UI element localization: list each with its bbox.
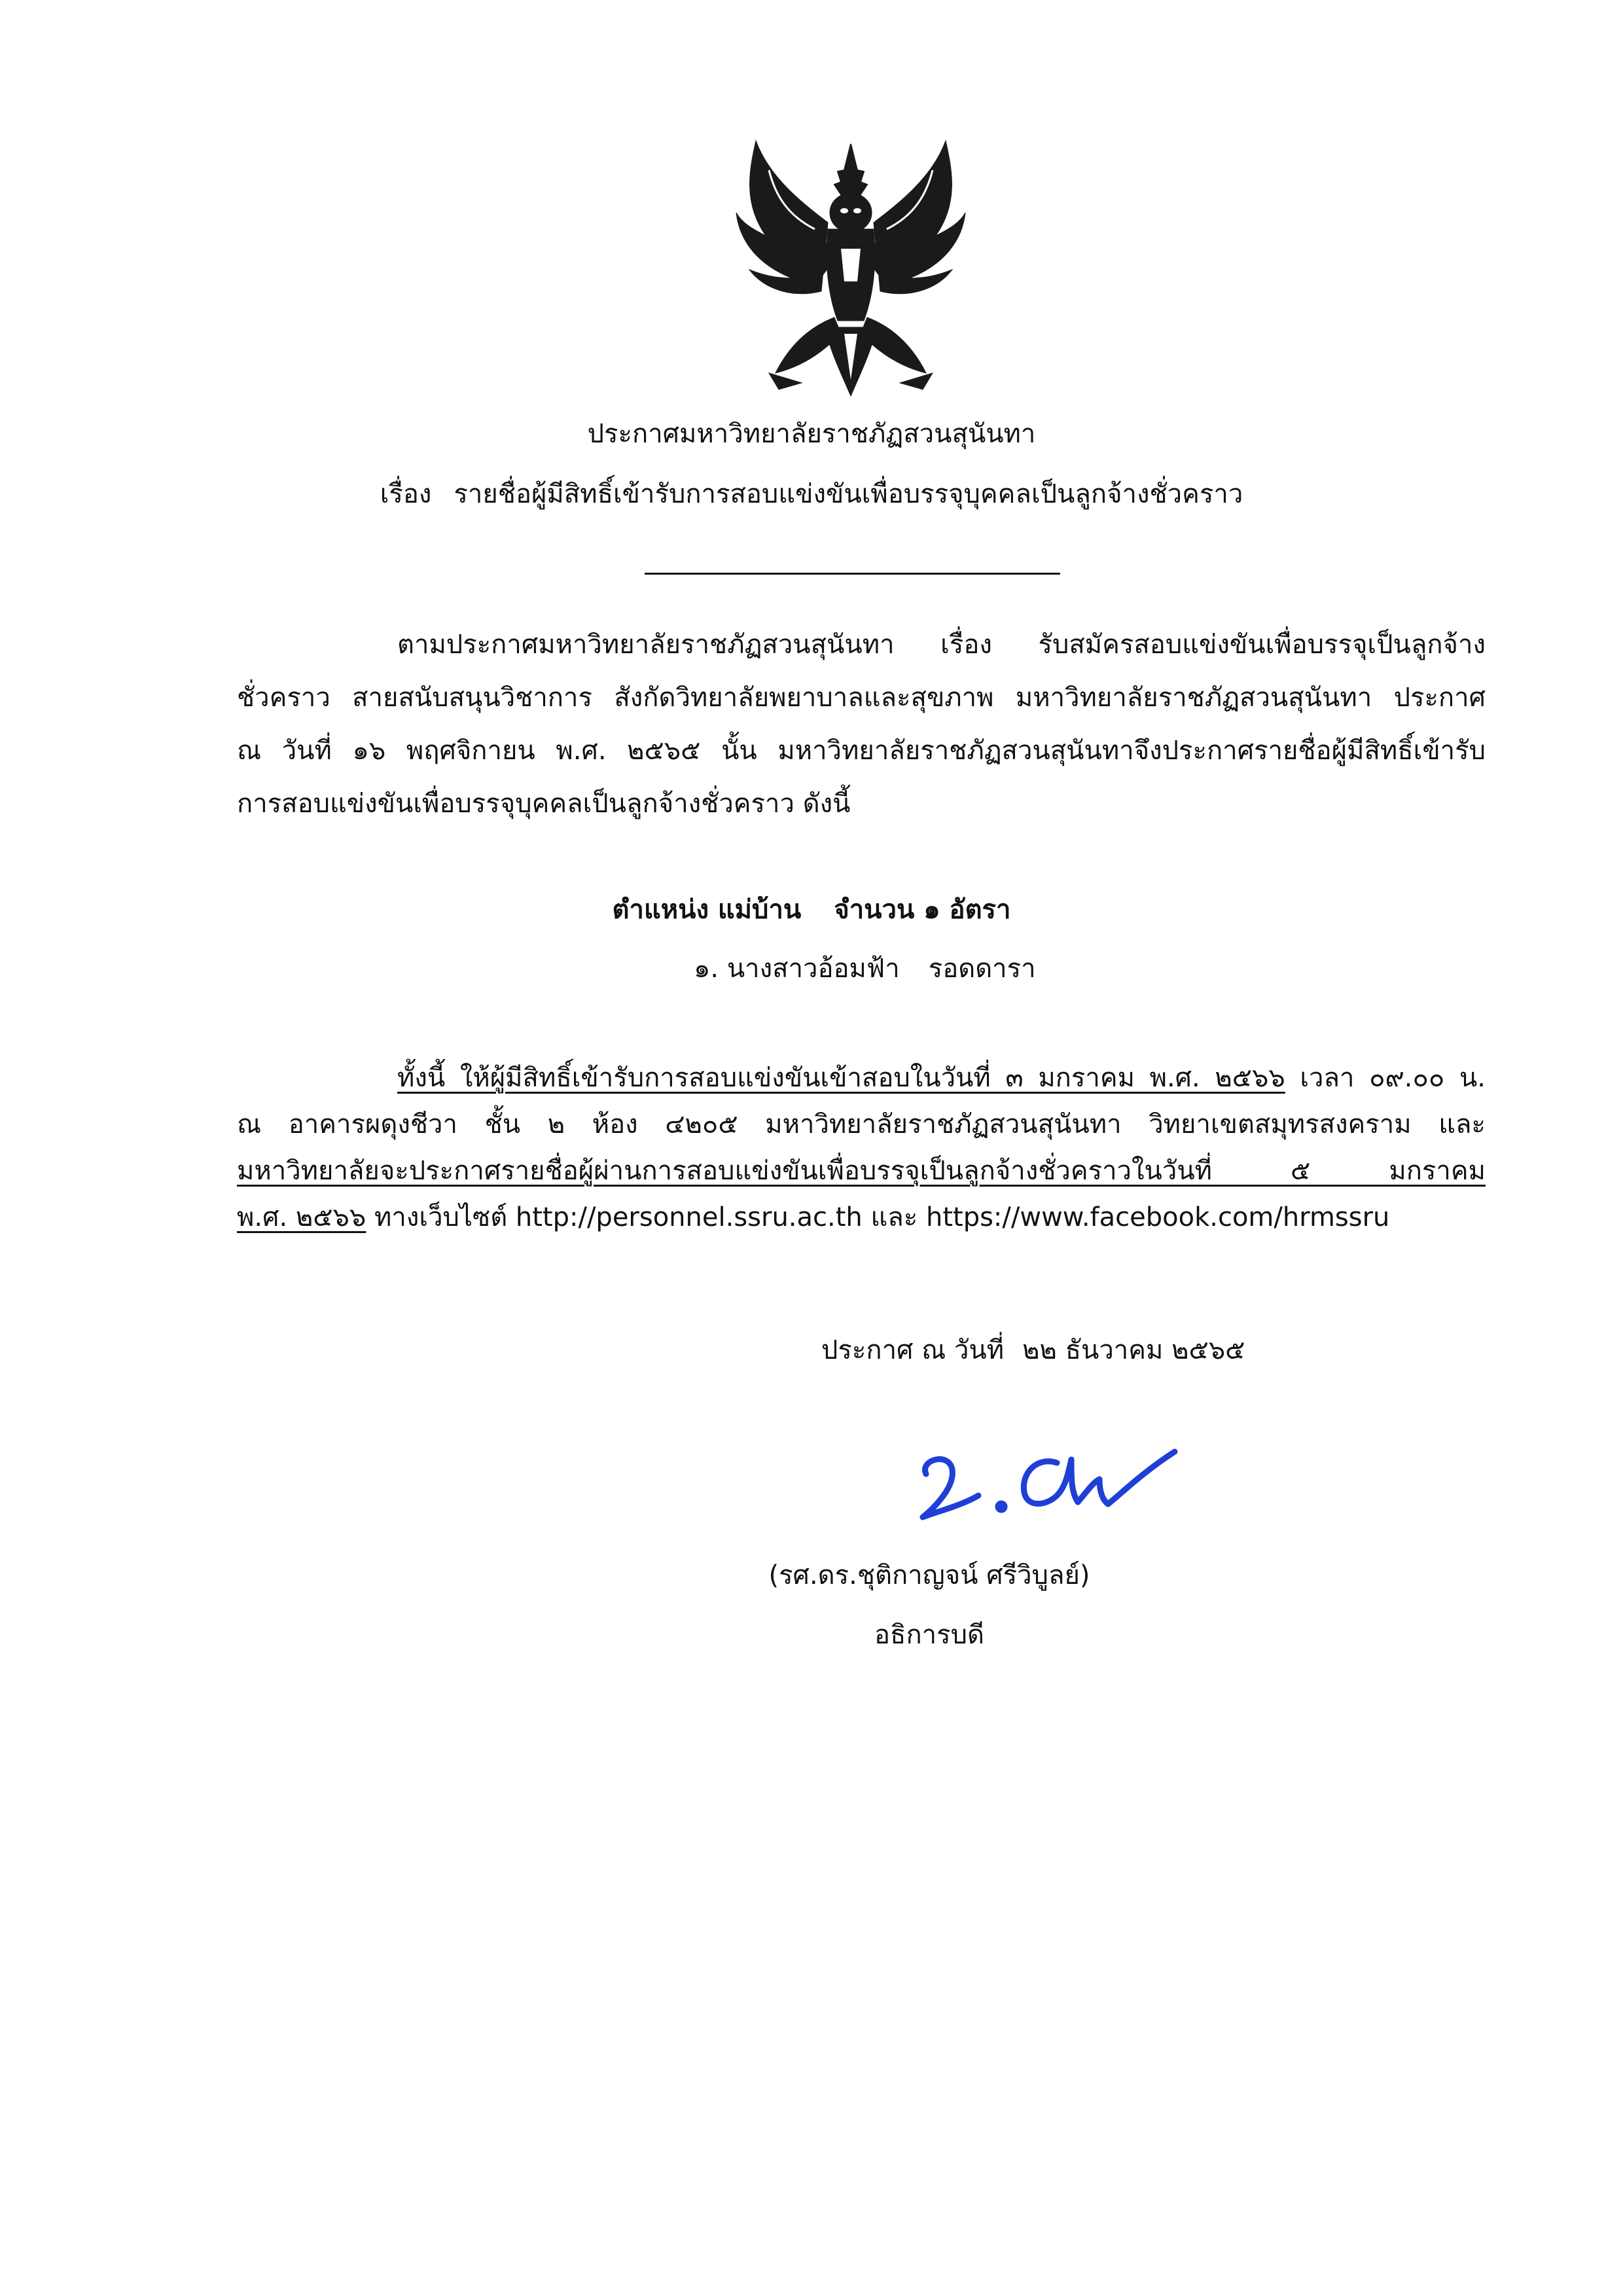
- results-year-underlined: พ.ศ. ๒๕๖๖: [237, 1202, 366, 1232]
- exam-line: [237, 1155, 1486, 1201]
- announce-date: ๒๒ ธันวาคม ๒๕๖๕: [1022, 1335, 1245, 1365]
- intro-line: การสอบแข่งขันเพื่อบรรจุบุคคลเป็นลูกจ้างชั่วคราว ดังนี้: [237, 789, 851, 819]
- position-heading: [0, 893, 1623, 926]
- exam-paragraph: [237, 1062, 1486, 1247]
- candidate-last-name: รอดดารา: [928, 954, 1036, 984]
- announcement-subject: [0, 478, 1623, 511]
- website-text: ทางเว็บไซต์ http://personnel.ssru.ac.th และ https://www.facebook.com/hrmssru: [366, 1202, 1390, 1232]
- position-title: ตำแหน่ง แม่บ้าน: [612, 895, 802, 925]
- candidate-list-item: [694, 952, 1036, 985]
- announce-date-line: [821, 1334, 1245, 1367]
- subject-text: รายชื่อผู้มีสิทธิ์เข้ารับการสอบแข่งขันเพื่อบรรจุบุคคลเป็นลูกจ้างชั่วคราว: [454, 479, 1243, 509]
- intro-line: ตามประกาศมหาวิทยาลัยราชภัฏสวนสุนันทา เรื่อง รับสมัครสอบแข่งขันเพื่อบรรจุเป็นลูกจ้าง: [397, 630, 1486, 660]
- results-announcement-underlined: มหาวิทยาลัยจะประกาศรายชื่อผู้ผ่านการสอบแข่งขันเพื่อบรรจุเป็นลูกจ้างชั่วคราวในวันที่ ๕ มกราคม: [237, 1156, 1486, 1186]
- exam-line: [237, 1062, 1486, 1108]
- intro-paragraph: [237, 628, 1486, 840]
- position-count: จำนวน ๑ อัตรา: [834, 895, 1011, 925]
- intro-line: ชั่วคราว สายสนับสนุนวิชาการ สังกัดวิทยาลัยพยาบาลและสุขภาพ มหาวิทยาลัยราชภัฏสวนสุนันทา ประกาศ: [237, 683, 1486, 713]
- intro-line: ณ วันที่ ๑๖ พฤศจิกายน พ.ศ. ๒๕๖๕ นั้น มหาวิทยาลัยราชภัฏสวนสุนันทาจึงประกาศรายชื่อผู้มีสิทธิ์เข้ารับ: [237, 736, 1486, 766]
- subject-label: เรื่อง: [380, 479, 432, 509]
- exam-line: [237, 1201, 1486, 1247]
- signer-title: อธิการบดี: [874, 1620, 984, 1650]
- signature-icon: [900, 1433, 1201, 1532]
- signer-name: (รศ.ดร.ชุติกาญจน์ ศรีวิบูลย์): [768, 1560, 1090, 1590]
- title-divider: [645, 573, 1060, 575]
- candidate-number: ๑.: [694, 954, 719, 984]
- exam-time: เวลา ๐๙.๐๐ น.: [1285, 1063, 1486, 1093]
- exam-line: ณ อาคารผดุงชีวา ชั้น ๒ ห้อง ๔๒๐๕ มหาวิทยาลัยราชภัฏสวนสุนันทา วิทยาเขตสมุทรสงคราม และ: [237, 1109, 1486, 1139]
- exam-date-underlined: ทั้งนี้ ให้ผู้มีสิทธิ์เข้ารับการสอบแข่งขันเข้าสอบในวันที่ ๓ มกราคม พ.ศ. ๒๕๖๖: [397, 1063, 1285, 1093]
- garuda-emblem-icon: [730, 131, 972, 406]
- candidate-first-name: นางสาวอ้อมฟ้า: [726, 954, 900, 984]
- announcement-title: ประกาศมหาวิทยาลัยราชภัฏสวนสุนันทา: [587, 419, 1036, 449]
- announce-prefix: ประกาศ ณ วันที่: [821, 1335, 1005, 1365]
